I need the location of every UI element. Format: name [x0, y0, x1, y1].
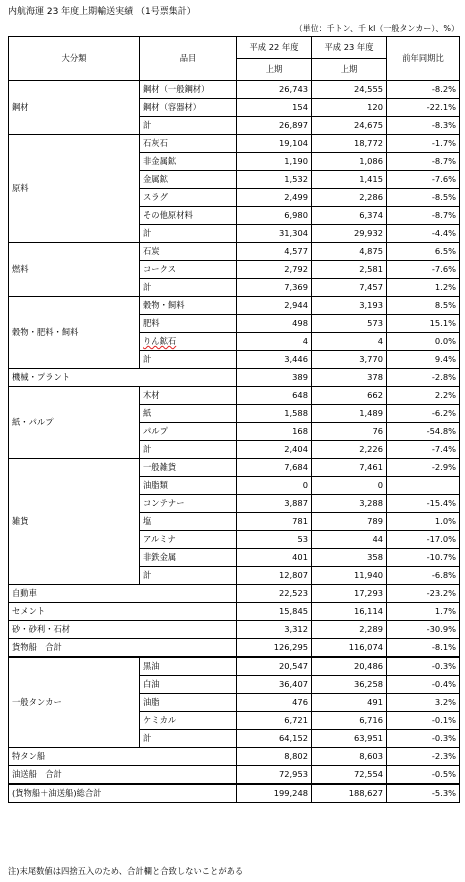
- table-row: [9, 585, 460, 603]
- item-cell: 非金属鉱: [140, 153, 237, 171]
- fy22-value: 199,248: [237, 784, 312, 803]
- yoy-value: [387, 477, 460, 495]
- item-cell: 計: [140, 730, 237, 748]
- yoy-value: -0.4%: [387, 676, 460, 694]
- header-fy22-period: 上期: [237, 59, 312, 81]
- fy22-value: 20,547: [237, 657, 312, 676]
- fy22-value: 168: [237, 423, 312, 441]
- item-cell: 油脂類: [140, 477, 237, 495]
- fy22-value: 648: [237, 387, 312, 405]
- fy22-value: 7,684: [237, 459, 312, 477]
- item-cell: りん鉱石: [140, 333, 237, 351]
- yoy-value: 1.0%: [387, 513, 460, 531]
- fy22-value: 3,887: [237, 495, 312, 513]
- fy23-value: 72,554: [312, 766, 387, 785]
- category-cell: セメント: [9, 603, 237, 621]
- item-cell: 金属鉱: [140, 171, 237, 189]
- fy23-value: 491: [312, 694, 387, 712]
- yoy-value: -8.7%: [387, 153, 460, 171]
- item-cell: 鋼材（一般鋼材）: [140, 81, 237, 99]
- category-cell: 砂・砂利・石材: [9, 621, 237, 639]
- fy22-value: 2,792: [237, 261, 312, 279]
- fy22-value: 22,523: [237, 585, 312, 603]
- fy23-value: 7,461: [312, 459, 387, 477]
- fy22-value: 31,304: [237, 225, 312, 243]
- item-cell: 非鉄金属: [140, 549, 237, 567]
- yoy-value: 1.7%: [387, 603, 460, 621]
- table-row: [9, 387, 460, 405]
- fy23-value: 29,932: [312, 225, 387, 243]
- fy22-value: 2,944: [237, 297, 312, 315]
- category-cell: 自動車: [9, 585, 237, 603]
- fy22-value: 1,190: [237, 153, 312, 171]
- item-cell: 白油: [140, 676, 237, 694]
- yoy-value: -5.3%: [387, 784, 460, 803]
- item-cell: パルプ: [140, 423, 237, 441]
- table-row: [9, 369, 460, 387]
- table-row: [9, 81, 460, 99]
- unit-note: （単位：千トン、千 kl（一般タンカー）、%）: [294, 24, 459, 33]
- fy22-value: 2,404: [237, 441, 312, 459]
- fy23-value: 2,581: [312, 261, 387, 279]
- fy23-value: 8,603: [312, 748, 387, 766]
- category-cell: 原料: [9, 135, 140, 243]
- document-title: 内航海運 23 年度上期輸送実績 （1号票集計）: [8, 7, 196, 17]
- yoy-value: -8.5%: [387, 189, 460, 207]
- fy22-value: 7,369: [237, 279, 312, 297]
- category-cell: 機械・プラント: [9, 369, 237, 387]
- fy22-value: 126,295: [237, 639, 312, 658]
- item-cell: 一般雑貨: [140, 459, 237, 477]
- fy23-value: 3,193: [312, 297, 387, 315]
- fy23-value: 188,627: [312, 784, 387, 803]
- category-cell: 穀物・肥料・飼料: [9, 297, 140, 369]
- fy22-value: 8,802: [237, 748, 312, 766]
- fy22-value: 476: [237, 694, 312, 712]
- fy22-value: 6,721: [237, 712, 312, 730]
- item-cell: 計: [140, 567, 237, 585]
- table-row: [9, 657, 460, 676]
- item-cell: コークス: [140, 261, 237, 279]
- fy23-value: 24,675: [312, 117, 387, 135]
- yoy-value: -6.8%: [387, 567, 460, 585]
- fy22-value: 64,152: [237, 730, 312, 748]
- shipping-results-table: [8, 36, 460, 803]
- yoy-value: 1.2%: [387, 279, 460, 297]
- yoy-value: -2.8%: [387, 369, 460, 387]
- category-cell: 一般タンカー: [9, 657, 140, 748]
- yoy-value: -1.7%: [387, 135, 460, 153]
- fy23-value: 1,086: [312, 153, 387, 171]
- fy23-value: 3,288: [312, 495, 387, 513]
- fy22-value: 3,312: [237, 621, 312, 639]
- header-yoy: 前年同期比: [387, 37, 460, 81]
- yoy-value: 15.1%: [387, 315, 460, 333]
- item-cell: 黒油: [140, 657, 237, 676]
- fy23-value: 6,716: [312, 712, 387, 730]
- fy23-value: 63,951: [312, 730, 387, 748]
- table-row: [9, 459, 460, 477]
- fy22-value: 4,577: [237, 243, 312, 261]
- fy23-value: 2,226: [312, 441, 387, 459]
- fy23-value: 20,486: [312, 657, 387, 676]
- yoy-value: -7.4%: [387, 441, 460, 459]
- yoy-value: 9.4%: [387, 351, 460, 369]
- fy23-value: 3,770: [312, 351, 387, 369]
- fy23-value: 4: [312, 333, 387, 351]
- table-row: [9, 297, 460, 315]
- fy23-value: 17,293: [312, 585, 387, 603]
- fy22-value: 26,743: [237, 81, 312, 99]
- yoy-value: -4.4%: [387, 225, 460, 243]
- category-cell: 鋼材: [9, 81, 140, 135]
- header-row: [9, 37, 460, 59]
- header-item: 品目: [140, 37, 237, 81]
- fy23-value: 573: [312, 315, 387, 333]
- fy23-value: 2,289: [312, 621, 387, 639]
- header-fy23: 平成 23 年度: [312, 37, 387, 59]
- header-fy22: 平成 22 年度: [237, 37, 312, 59]
- category-cell: (貨物船＋油送船)総合計: [9, 784, 237, 803]
- fy23-value: 24,555: [312, 81, 387, 99]
- yoy-value: -30.9%: [387, 621, 460, 639]
- table-row: [9, 766, 460, 785]
- item-cell: 計: [140, 441, 237, 459]
- fy22-value: 154: [237, 99, 312, 117]
- fy22-value: 53: [237, 531, 312, 549]
- fy23-value: 4,875: [312, 243, 387, 261]
- item-cell: 塩: [140, 513, 237, 531]
- yoy-value: -0.5%: [387, 766, 460, 785]
- fy22-value: 6,980: [237, 207, 312, 225]
- yoy-value: -0.3%: [387, 657, 460, 676]
- yoy-value: -23.2%: [387, 585, 460, 603]
- category-cell: 紙・パルプ: [9, 387, 140, 459]
- footnote: 注)末尾数値は四捨五入のため、合計欄と合致しないことがある: [8, 866, 244, 876]
- fy22-value: 389: [237, 369, 312, 387]
- fy22-value: 4: [237, 333, 312, 351]
- item-cell: 計: [140, 351, 237, 369]
- item-cell: 石灰石: [140, 135, 237, 153]
- yoy-value: 3.2%: [387, 694, 460, 712]
- yoy-value: -2.9%: [387, 459, 460, 477]
- item-cell: アルミナ: [140, 531, 237, 549]
- table-row: [9, 243, 460, 261]
- yoy-value: -8.3%: [387, 117, 460, 135]
- yoy-value: -17.0%: [387, 531, 460, 549]
- yoy-value: -10.7%: [387, 549, 460, 567]
- yoy-value: -15.4%: [387, 495, 460, 513]
- fy23-value: 116,074: [312, 639, 387, 658]
- yoy-value: -6.2%: [387, 405, 460, 423]
- fy22-value: 498: [237, 315, 312, 333]
- fy23-value: 7,457: [312, 279, 387, 297]
- fy22-value: 36,407: [237, 676, 312, 694]
- fy22-value: 781: [237, 513, 312, 531]
- fy23-value: 358: [312, 549, 387, 567]
- yoy-value: -7.6%: [387, 261, 460, 279]
- table-row: [9, 603, 460, 621]
- category-cell: 貨物船 合計: [9, 639, 237, 658]
- yoy-value: -0.1%: [387, 712, 460, 730]
- item-cell: 油脂: [140, 694, 237, 712]
- fy22-value: 401: [237, 549, 312, 567]
- category-cell: 油送船 合計: [9, 766, 237, 785]
- fy23-value: 1,489: [312, 405, 387, 423]
- item-cell: スラグ: [140, 189, 237, 207]
- category-cell: 燃料: [9, 243, 140, 297]
- fy22-value: 0: [237, 477, 312, 495]
- fy22-value: 2,499: [237, 189, 312, 207]
- yoy-value: 2.2%: [387, 387, 460, 405]
- item-cell: 計: [140, 117, 237, 135]
- fy22-value: 1,588: [237, 405, 312, 423]
- header-fy23-period: 上期: [312, 59, 387, 81]
- category-cell: 特タン船: [9, 748, 237, 766]
- yoy-value: -54.8%: [387, 423, 460, 441]
- yoy-value: -8.2%: [387, 81, 460, 99]
- table-row: [9, 135, 460, 153]
- fy23-value: 11,940: [312, 567, 387, 585]
- item-cell: 石炭: [140, 243, 237, 261]
- item-cell: 計: [140, 279, 237, 297]
- fy23-value: 2,286: [312, 189, 387, 207]
- table-row: [9, 784, 460, 803]
- fy23-value: 6,374: [312, 207, 387, 225]
- fy22-value: 72,953: [237, 766, 312, 785]
- table-row: [9, 748, 460, 766]
- yoy-value: 6.5%: [387, 243, 460, 261]
- category-cell: 雑貨: [9, 459, 140, 585]
- fy23-value: 16,114: [312, 603, 387, 621]
- item-cell: 木材: [140, 387, 237, 405]
- item-cell: ケミカル: [140, 712, 237, 730]
- table-row: [9, 621, 460, 639]
- item-cell: 穀物・飼料: [140, 297, 237, 315]
- header-category: 大分類: [9, 37, 140, 81]
- fy22-value: 19,104: [237, 135, 312, 153]
- fy22-value: 1,532: [237, 171, 312, 189]
- fy23-value: 662: [312, 387, 387, 405]
- fy23-value: 789: [312, 513, 387, 531]
- yoy-value: -8.1%: [387, 639, 460, 658]
- fy23-value: 378: [312, 369, 387, 387]
- fy23-value: 76: [312, 423, 387, 441]
- yoy-value: 8.5%: [387, 297, 460, 315]
- yoy-value: 0.0%: [387, 333, 460, 351]
- fy23-value: 0: [312, 477, 387, 495]
- table-row: [9, 639, 460, 658]
- fy23-value: 120: [312, 99, 387, 117]
- yoy-value: -0.3%: [387, 730, 460, 748]
- fy23-value: 44: [312, 531, 387, 549]
- yoy-value: -8.7%: [387, 207, 460, 225]
- fy23-value: 1,415: [312, 171, 387, 189]
- yoy-value: -2.3%: [387, 748, 460, 766]
- item-cell: コンテナー: [140, 495, 237, 513]
- fy23-value: 18,772: [312, 135, 387, 153]
- yoy-value: -7.6%: [387, 171, 460, 189]
- fy23-value: 36,258: [312, 676, 387, 694]
- yoy-value: -22.1%: [387, 99, 460, 117]
- item-cell: 鋼材（容器材）: [140, 99, 237, 117]
- fy22-value: 26,897: [237, 117, 312, 135]
- fy22-value: 3,446: [237, 351, 312, 369]
- item-cell: 紙: [140, 405, 237, 423]
- fy22-value: 15,845: [237, 603, 312, 621]
- fy22-value: 12,807: [237, 567, 312, 585]
- item-cell: 肥料: [140, 315, 237, 333]
- item-cell: その他原材料: [140, 207, 237, 225]
- table-body: [9, 37, 460, 803]
- item-cell: 計: [140, 225, 237, 243]
